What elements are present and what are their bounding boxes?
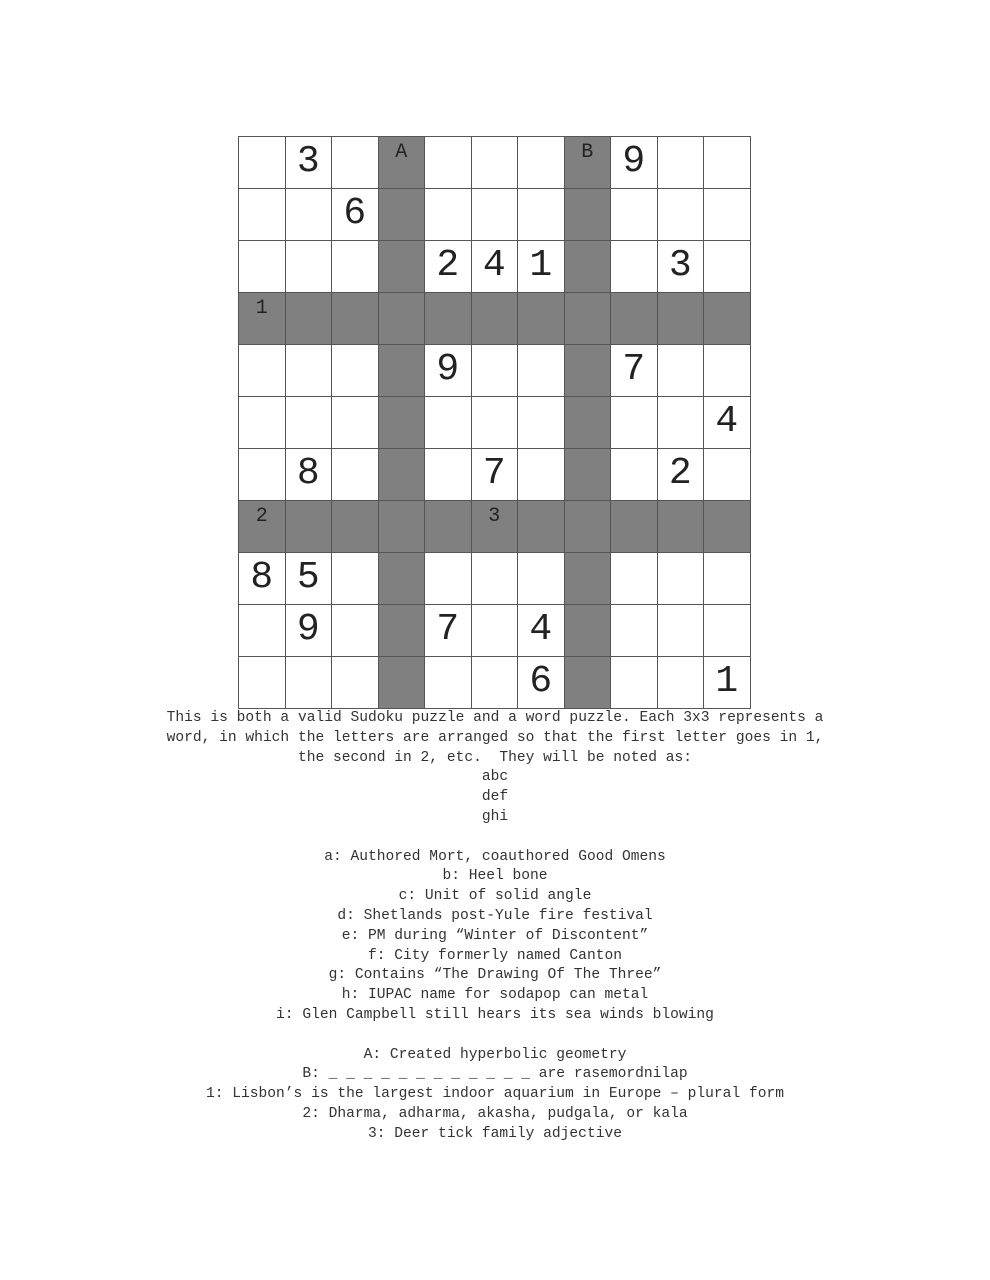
grid-cell	[658, 293, 705, 345]
grid-cell	[425, 397, 472, 449]
grid-cell	[472, 189, 519, 241]
grid-cell	[611, 345, 658, 397]
given-digit: 2	[436, 244, 460, 287]
grid-cell	[472, 397, 519, 449]
grid-cell	[704, 241, 751, 293]
grid-cell	[239, 449, 286, 501]
grid-cell	[472, 241, 519, 293]
letter-clue: g: Contains “The Drawing Of The Three”	[328, 967, 662, 984]
grid-cell	[332, 345, 379, 397]
intro-line: This is both a valid Sudoku puzzle and a word puzzle. Each 3x3 represents a	[166, 710, 824, 726]
grid-cell	[611, 605, 658, 657]
grid-cell	[332, 189, 379, 241]
grid-cell	[518, 293, 565, 345]
line-clue: B: _ _ _ _ _ _ _ _ _ _ _ _ are rasemordnilap	[302, 1066, 688, 1083]
line-clue: 2: Dharma, adharma, akasha, pudgala, or kala	[302, 1105, 688, 1122]
given-digit: 1	[529, 244, 553, 287]
line-clue: A: Created hyperbolic geometry	[363, 1046, 627, 1063]
given-digit: 9	[622, 140, 646, 183]
grid-cell	[239, 293, 286, 345]
grid-cell	[286, 553, 333, 605]
grid-cell	[379, 501, 426, 553]
given-digit: 2	[668, 452, 692, 495]
grid-cell	[332, 241, 379, 293]
grid-cell	[239, 605, 286, 657]
grid-cell	[518, 449, 565, 501]
grid-cell	[518, 345, 565, 397]
given-digit: 8	[250, 556, 274, 599]
letter-clue: h: IUPAC name for sodapop can metal	[341, 987, 649, 1004]
grid-cell	[518, 657, 565, 709]
grid-cell	[472, 553, 519, 605]
puzzle-text	[100, 709, 890, 1145]
grid-cell	[332, 501, 379, 553]
grid-cell	[658, 345, 705, 397]
grid-cell	[611, 293, 658, 345]
grid-cell	[286, 345, 333, 397]
given-digit: 7	[436, 608, 460, 651]
grid-cell	[239, 397, 286, 449]
grid-cell	[704, 449, 751, 501]
grid-cell	[704, 345, 751, 397]
grid-cell	[379, 397, 426, 449]
given-digit: 5	[296, 556, 320, 599]
grid-cell	[565, 137, 612, 189]
grid-cell	[704, 137, 751, 189]
grid-cell	[472, 345, 519, 397]
grid-cell	[425, 553, 472, 605]
grid-cell	[704, 553, 751, 605]
clue-label: B	[581, 141, 594, 164]
grid-cell	[379, 137, 426, 189]
grid-cell	[286, 501, 333, 553]
grid-cell	[658, 553, 705, 605]
grid-cell	[239, 501, 286, 553]
puzzle-grid	[238, 136, 751, 709]
intro-line: the second in 2, etc. They will be noted as:	[297, 749, 693, 766]
grid-cell	[332, 553, 379, 605]
grid-cell	[704, 657, 751, 709]
grid-cell	[286, 449, 333, 501]
grid-cell	[658, 189, 705, 241]
grid-cell	[565, 553, 612, 605]
grid-cell	[658, 397, 705, 449]
grid-cell	[565, 345, 612, 397]
grid-cell	[518, 397, 565, 449]
intro-line: word, in which the letters are arranged so that the first letter goes in 1,	[166, 729, 824, 746]
given-digit: 4	[482, 244, 506, 287]
letter-clue: b: Heel bone	[442, 868, 548, 885]
grid-cell	[239, 657, 286, 709]
grid-cell	[332, 137, 379, 189]
grid-cell	[518, 605, 565, 657]
given-digit: 8	[296, 452, 320, 495]
letter-clue: c: Unit of solid angle	[398, 888, 592, 905]
given-digit: 9	[436, 348, 460, 391]
grid-cell	[379, 293, 426, 345]
grid-cell	[611, 501, 658, 553]
grid-cell	[518, 553, 565, 605]
grid-cell	[611, 241, 658, 293]
grid-cell	[611, 553, 658, 605]
grid-cell	[239, 189, 286, 241]
clue-label: 2	[255, 505, 268, 528]
grid-cell	[332, 657, 379, 709]
grid-cell	[239, 137, 286, 189]
intro-line: abc	[481, 769, 509, 786]
given-digit: 7	[482, 452, 506, 495]
grid-cell	[379, 605, 426, 657]
grid-cell	[611, 449, 658, 501]
grid-cell	[472, 657, 519, 709]
grid-cell	[425, 657, 472, 709]
grid-cell	[286, 397, 333, 449]
grid-cell	[425, 189, 472, 241]
grid-cell	[611, 137, 658, 189]
grid-cell	[425, 501, 472, 553]
grid-cell	[704, 293, 751, 345]
letter-clues	[100, 848, 890, 1026]
given-digit: 9	[296, 608, 320, 651]
line-clues	[100, 1046, 890, 1145]
grid-cell	[332, 605, 379, 657]
grid-cell	[518, 501, 565, 553]
grid-cell	[425, 345, 472, 397]
grid-cell	[425, 137, 472, 189]
grid-cell	[565, 397, 612, 449]
grid-cell	[286, 293, 333, 345]
grid-cell	[286, 189, 333, 241]
grid-cell	[425, 605, 472, 657]
grid-cell	[704, 501, 751, 553]
grid-cell	[704, 397, 751, 449]
intro-block	[100, 709, 890, 828]
grid-cell	[611, 397, 658, 449]
grid-cell	[379, 657, 426, 709]
grid-cell	[425, 241, 472, 293]
grid-cell	[658, 241, 705, 293]
line-clue: 3: Deer tick family adjective	[368, 1125, 622, 1142]
grid-cell	[611, 189, 658, 241]
letter-clue: a: Authored Mort, coauthored Good Omens	[324, 848, 666, 865]
given-digit: 3	[668, 244, 692, 287]
intro-line: def	[481, 789, 509, 806]
grid-cell	[379, 241, 426, 293]
grid-cell	[425, 293, 472, 345]
intro-line: ghi	[481, 808, 509, 825]
grid-cell	[565, 657, 612, 709]
grid-cell	[239, 241, 286, 293]
grid-cell	[704, 189, 751, 241]
letter-clue: f: City formerly named Canton	[368, 947, 622, 964]
grid-cell	[425, 449, 472, 501]
grid-cell	[286, 657, 333, 709]
grid-cell	[379, 189, 426, 241]
line-clue: 1: Lisbon’s is the largest indoor aquarium in Europe – plural form	[205, 1086, 784, 1103]
given-digit: 6	[343, 192, 367, 235]
grid-cell	[565, 189, 612, 241]
grid-cell	[658, 501, 705, 553]
grid-cell	[472, 137, 519, 189]
grid-cell	[379, 449, 426, 501]
clue-label: A	[395, 141, 408, 164]
given-digit: 3	[296, 140, 320, 183]
grid-cell	[379, 553, 426, 605]
grid-cell	[332, 449, 379, 501]
letter-clue: i: Glen Campbell still hears its sea winds blowing	[276, 1006, 714, 1023]
grid-cell	[565, 241, 612, 293]
letter-clue: d: Shetlands post-Yule fire festival	[337, 907, 653, 924]
grid-cell	[472, 605, 519, 657]
letter-clue: e: PM during “Winter of Discontent”	[341, 927, 649, 944]
grid-cell	[286, 137, 333, 189]
grid-cell	[565, 501, 612, 553]
grid-cell	[658, 137, 705, 189]
grid-cell	[286, 605, 333, 657]
given-digit: 4	[529, 608, 553, 651]
clue-label: 3	[488, 505, 501, 528]
grid-cell	[518, 137, 565, 189]
grid-cell	[472, 293, 519, 345]
grid-cell	[286, 241, 333, 293]
grid-cell	[658, 657, 705, 709]
grid-cell	[472, 449, 519, 501]
grid-cell	[658, 605, 705, 657]
grid-cell	[239, 553, 286, 605]
grid-cell	[472, 501, 519, 553]
grid-cell	[332, 293, 379, 345]
given-digit: 7	[622, 348, 646, 391]
grid-cell	[611, 657, 658, 709]
grid-cell	[565, 293, 612, 345]
grid-cell	[704, 605, 751, 657]
grid-cell	[565, 449, 612, 501]
given-digit: 1	[715, 660, 739, 703]
grid-cell	[518, 241, 565, 293]
grid-cell	[565, 605, 612, 657]
grid-cell	[518, 189, 565, 241]
given-digit: 6	[529, 660, 553, 703]
grid-cell	[658, 449, 705, 501]
grid-cell	[239, 345, 286, 397]
grid-cell	[332, 397, 379, 449]
given-digit: 4	[715, 400, 739, 443]
clue-label: 1	[255, 297, 268, 320]
grid-cell	[379, 345, 426, 397]
